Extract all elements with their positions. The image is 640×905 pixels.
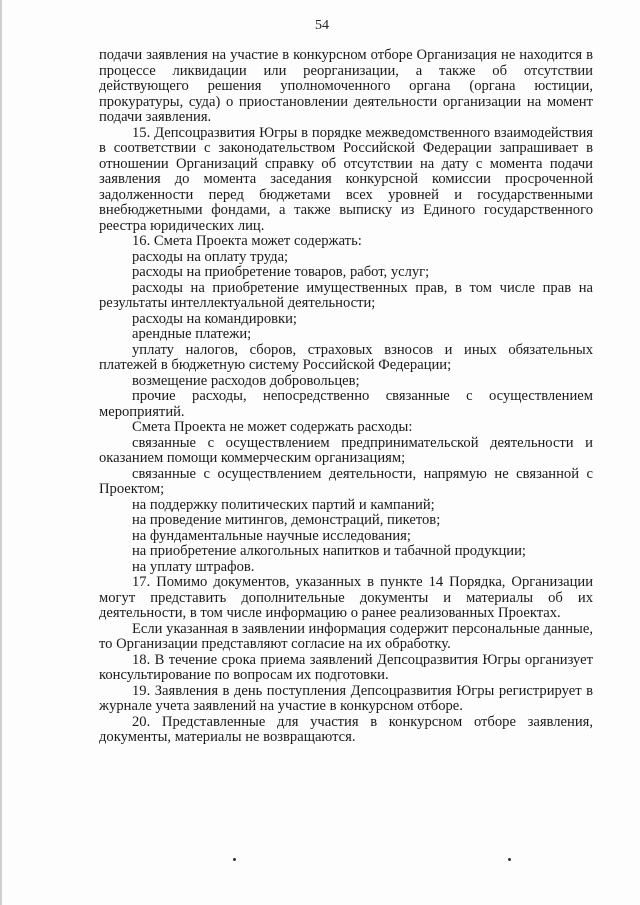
paragraph: 20. Представленные для участия в конкурсном отборе заявления, документы, материалы не возвращаются.: [99, 713, 593, 745]
paragraph: на проведение митингов, демонстраций, пикетов;: [132, 512, 441, 528]
paragraph: 17. Помимо документов, указанных в пункте 14 Порядка, Организации могут представить дополнительные документы и материалы об их деятельности, в том числе информацию о ранее реализованных Проектах.: [99, 574, 593, 621]
paragraph: на поддержку политических партий и кампаний;: [132, 496, 435, 513]
paragraph: расходы на оплату труда;: [132, 248, 289, 265]
paragraph: возмещение расходов добровольцев;: [132, 372, 360, 389]
paragraph: 18. В течение срока приема заявлений Депсоцразвития Югры организует консультирование по вопросам их подготовки.: [99, 651, 593, 683]
paragraph: связанные с осуществлением предпринимательской деятельности и оказанием помощи коммерческим организациям;: [99, 434, 593, 466]
paragraph: прочие расходы, непосредственно связанные с осуществлением мероприятий.: [99, 388, 593, 420]
paragraph: 15. Депсоцразвития Югры в порядке межведомственного взаимодействия в соответствии с законодательством Российской Федерации запрашивает в отношении Организаций справку об отсутствии на дату с момента подачи заявления до момента заседания конкурсной комиссии просроченной задолженности перед бюджетами всех уровней и государственными внебюджетными фондами, а также выписку из Единого государственного реестра юридических лиц.: [99, 124, 593, 234]
paragraph: расходы на приобретение имущественных прав, в том числе прав на результаты интеллектуальной деятельности;: [99, 279, 593, 311]
scan-speck: [508, 858, 511, 861]
paragraph: подачи заявления на участие в конкурсном отборе Организация не находится в процессе ликвидации или реорганизации, а также об отсутствии действующего решения уполномоченного органа (органа юстиции, прокуратуры, суда) о приостановлении деятельности организации на момент подачи заявления.: [99, 47, 593, 125]
paragraph: связанные с осуществлением деятельности, напрямую не связанной с Проектом;: [99, 465, 593, 497]
document-body: [99, 48, 593, 746]
paragraph: Если указанная в заявлении информация содержит персональные данные, то Организации представляют согласие на их обработку.: [99, 620, 593, 652]
paragraph: на приобретение алкогольных напитков и табачной продукции;: [132, 543, 526, 559]
paragraph: арендные платежи;: [132, 326, 252, 342]
paragraph: 16. Смета Проекта может содержать:: [132, 233, 362, 249]
paragraph: 19. Заявления в день поступления Депсоцразвития Югры регистрирует в журнале учета заявлений на участие в конкурсном отборе.: [99, 682, 593, 714]
page-number: 54: [315, 18, 329, 33]
scan-speck: [233, 858, 236, 861]
paragraph: на фундаментальные научные исследования;: [132, 527, 411, 544]
paragraph: расходы на командировки;: [132, 310, 297, 327]
paragraph: расходы на приобретение товаров, работ, услуг;: [132, 264, 430, 280]
paragraph: Смета Проекта не может содержать расходы:: [132, 419, 413, 435]
paragraph: на уплату штрафов.: [132, 558, 255, 575]
paragraph: уплату налогов, сборов, страховых взносов и иных обязательных платежей в бюджетную систему Российской Федерации;: [99, 341, 593, 373]
